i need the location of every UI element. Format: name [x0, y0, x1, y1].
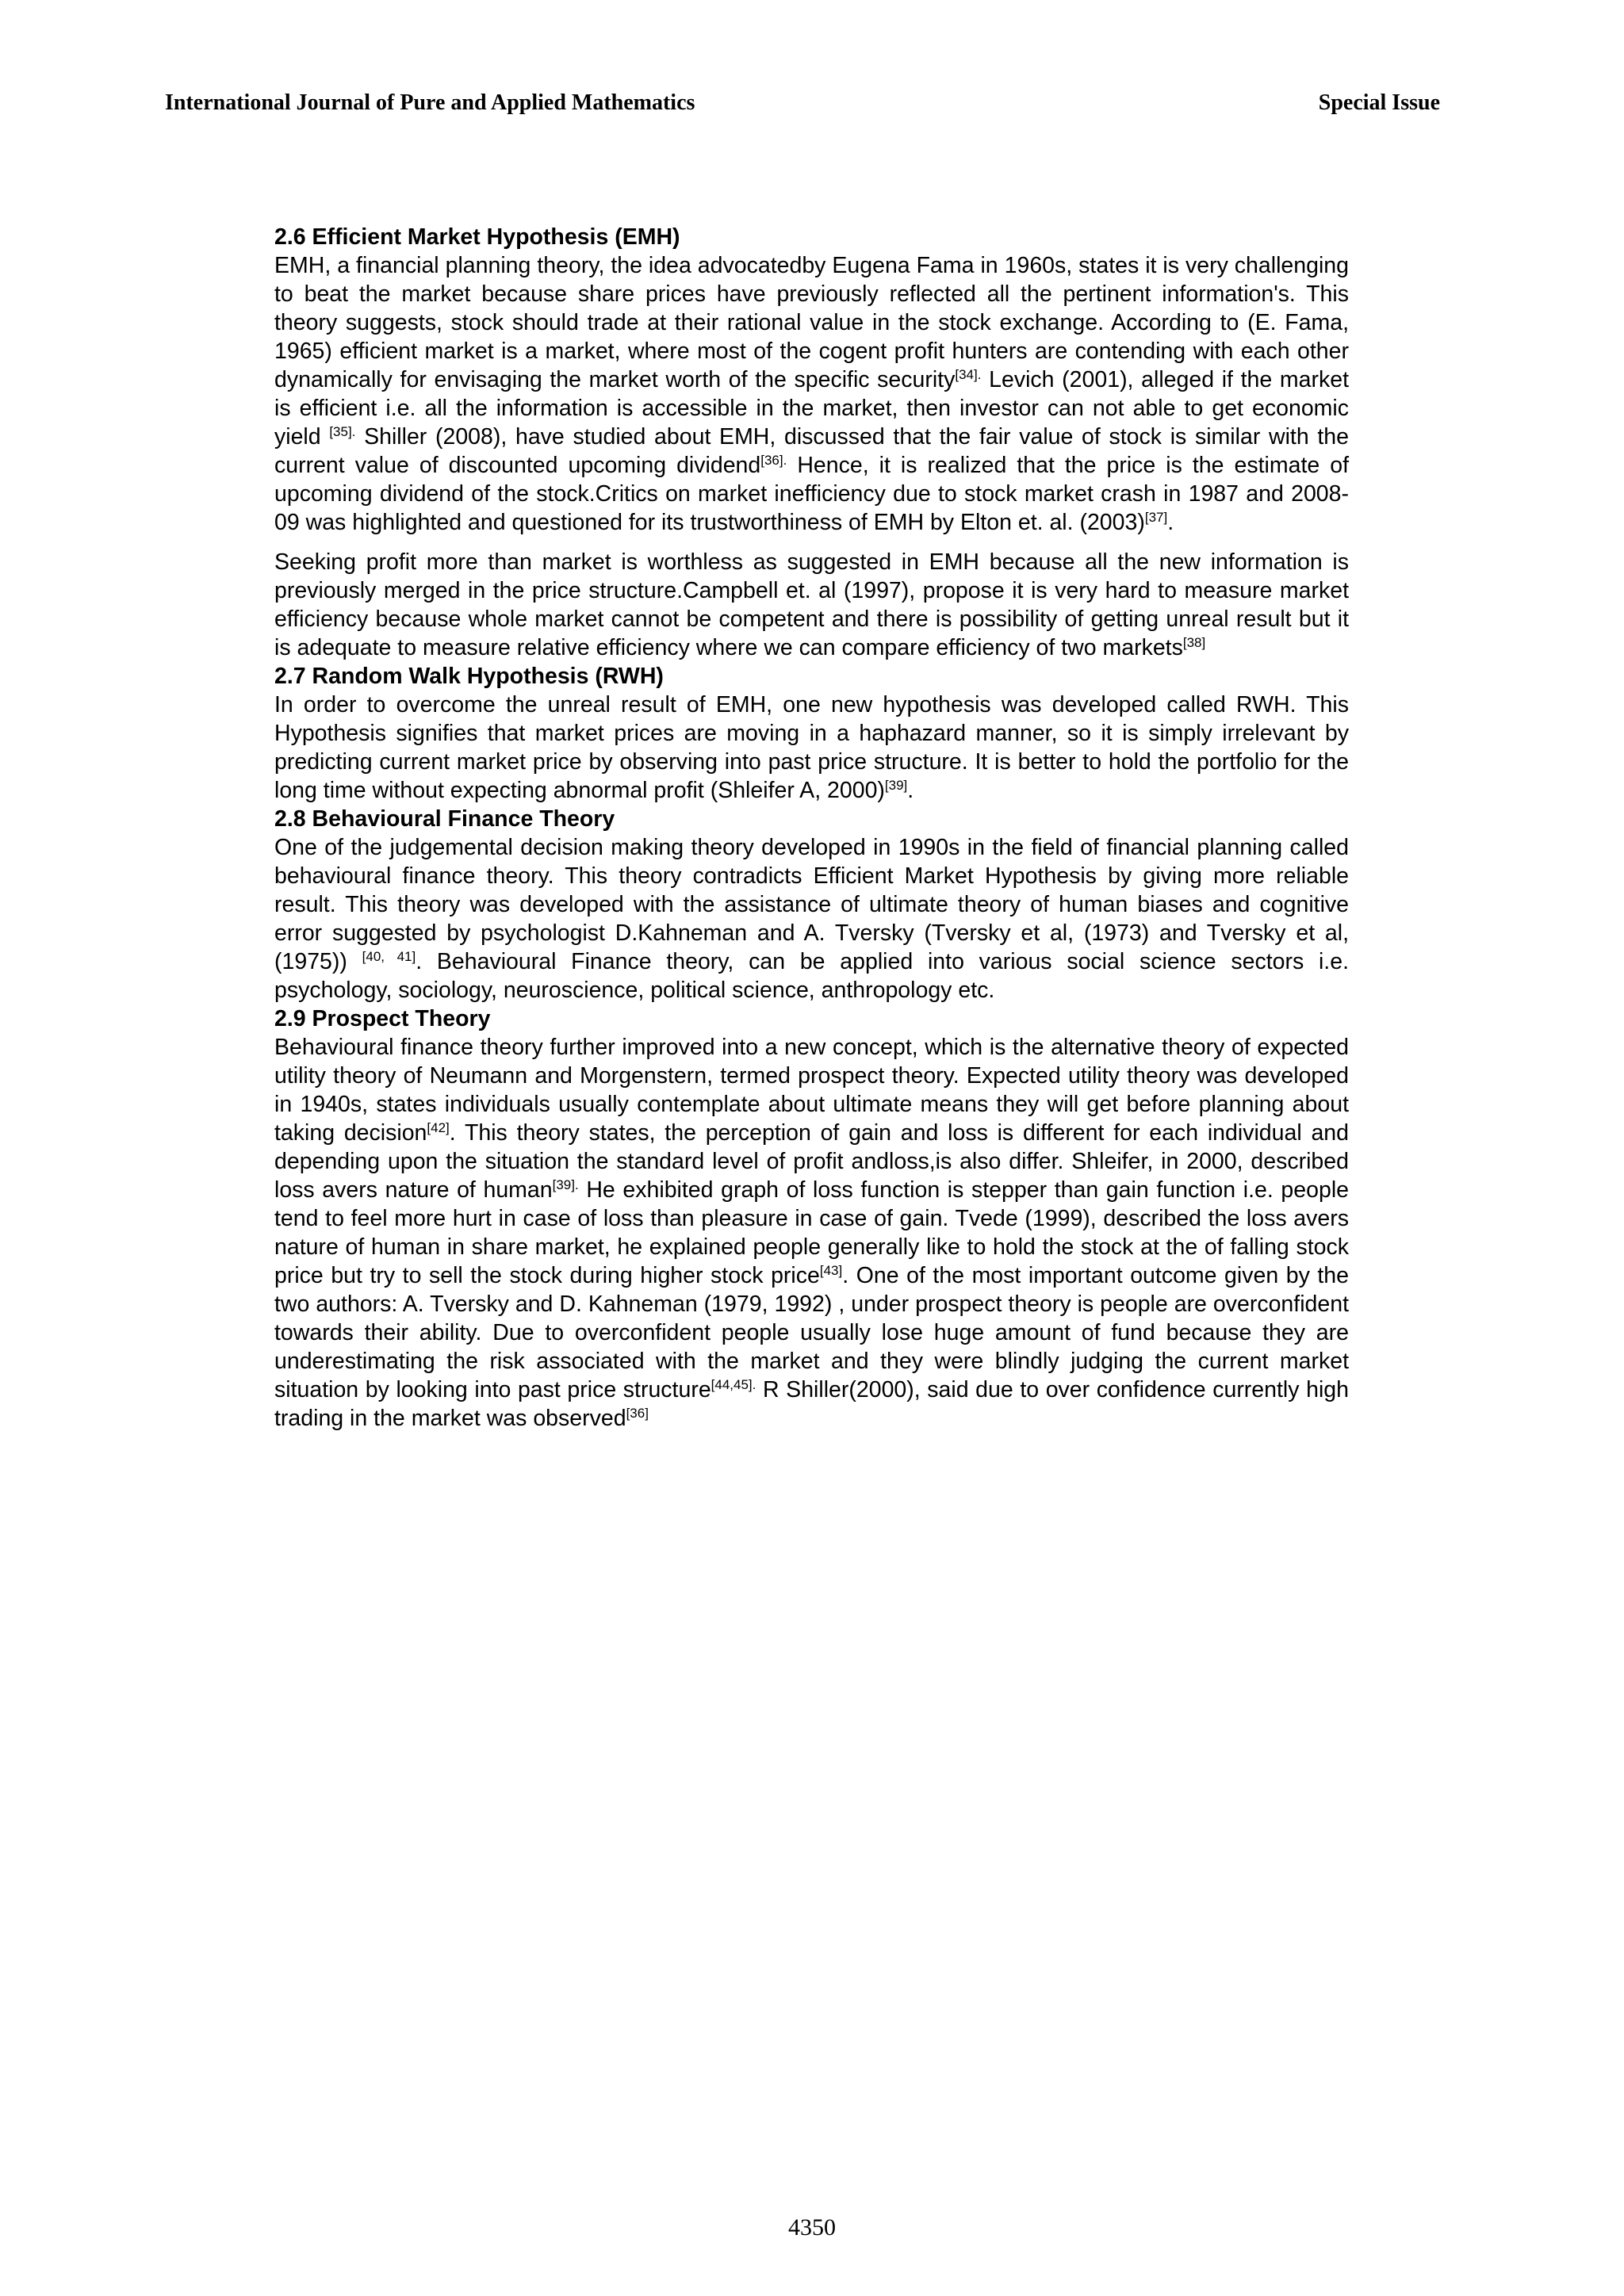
text-run: Shiller (2008), have studied about EMH, discussed that the fair value of stock is similar with the current value of discounted upcoming dividend: [274, 424, 1349, 478]
citation-ref: [36]: [626, 1406, 649, 1421]
citation-ref: [43]: [819, 1263, 843, 1278]
paragraph-emh-1: [274, 251, 1349, 537]
citation-ref: [39].: [552, 1177, 579, 1192]
text-run: EMH, a financial planning theory, the idea advocatedby Eugena Fama in 1960s, states it is very challenging to beat the market because share prices have previously reflected all the pertinent information's. This theory suggests, stock should trade at their rational value in the stock exchange. According to (E. Fama, 1965) efficient market is a market, where most of the cogent profit hunters are contending with each other dynamically for envisaging the market worth of the specific security: [274, 253, 1349, 392]
text-run: Levich (2001), alleged if the market is efficient i.e. all the information is accessible in the market, then investor can not able to get economic yield: [274, 367, 1349, 450]
section-heading-2-6: 2.6 Efficient Market Hypothesis (EMH): [274, 224, 680, 250]
section-heading-2-8: 2.8 Behavioural Finance Theory: [274, 806, 615, 832]
citation-ref: [42]: [427, 1120, 450, 1135]
citation-ref: [40, 41]: [362, 949, 416, 964]
paragraph-behavioural: [274, 833, 1349, 1004]
text-run: One of the judgemental decision making theory developed in 1990s in the field of financial planning called behavioural finance theory. This theory contradicts Efficient Market Hypothesis by giving more reliable result. This theory was developed with the assistance of ultimate theory of human biases and cognitive error suggested by psychologist D.Kahneman and A. Tversky (Tversky et al, (1973) and Tversky et al, (1975)): [274, 835, 1349, 974]
page-number: 4350: [788, 2214, 836, 2241]
text-run: . One of the most important outcome given by the two authors: A. Tversky and D. Kahneman (1979, 1992) , under prospect theory is people are overconfident towards their ability. Due to overconfident people usually lose huge amount of fund because they are underestimating the risk associated with the market and they were blindly judging the current market situation by looking into past price structure: [274, 1263, 1349, 1402]
text-run: . Behavioural Finance theory, can be applied into various social science sectors i.e. psychology, sociology, neuroscience, political science, anthropology etc.: [274, 949, 1349, 1003]
section-heading-2-7: 2.7 Random Walk Hypothesis (RWH): [274, 664, 664, 689]
citation-ref: [39]: [884, 778, 908, 793]
text-run: In order to overcome the unreal result of EMH, one new hypothesis was developed called RWH. This Hypothesis signifies that market prices are moving in a haphazard manner, so it is simply irrelevant by predicting current market price by observing into past price structure. It is better to hold the portfolio for the long time without expecting abnormal profit (Shleifer A, 2000): [274, 692, 1349, 803]
paragraph-rwh: [274, 691, 1349, 805]
citation-ref: [36].: [760, 453, 787, 468]
citation-ref: [35].: [329, 424, 356, 439]
text-run: He exhibited graph of loss function is stepper than gain function i.e. people tend to feel more hurt in case of loss than pleasure in case of gain. Tvede (1999), described the loss avers nature of human in share market, he explained people generally like to hold the stock at the of falling stock price but try to sell the stock during higher stock price: [274, 1177, 1349, 1288]
text-run: Hence, it is realized that the price is the estimate of upcoming dividend of the stock.Critics on market inefficiency due to stock market crash in 1987 and 2008-09 was highlighted and questioned for its trustworthiness of EMH by Elton et. al. (2003): [274, 453, 1349, 535]
paragraph-prospect: [274, 1033, 1349, 1433]
citation-ref: [34].: [955, 367, 982, 382]
article-body: [274, 223, 1349, 1433]
citation-ref: [38]: [1182, 635, 1206, 650]
text-run: .: [907, 778, 914, 803]
running-header: [165, 87, 1440, 119]
text-run: Behavioural finance theory further improved into a new concept, which is the alternative theory of expected utility theory of Neumann and Morgenstern, termed prospect theory. Expected utility theory was developed in 1940s, states individuals usually contemplate about ultimate means they will get before planning about taking decision: [274, 1035, 1349, 1146]
text-run: .: [1167, 510, 1174, 535]
section-heading-2-9: 2.9 Prospect Theory: [274, 1006, 491, 1031]
paragraph-emh-2: [274, 548, 1349, 662]
text-run: R Shiller(2000), said due to over confidence currently high trading in the market was observed: [274, 1377, 1349, 1431]
citation-ref: [44,45].: [710, 1377, 756, 1392]
text-run: . This theory states, the perception of gain and loss is different for each individual and depending upon the situation the standard level of profit andloss,is also differ. Shleifer, in 2000, described loss avers nature of human: [274, 1120, 1349, 1203]
journal-title: International Journal of Pure and Applied Mathematics: [165, 90, 695, 115]
text-run: Seeking profit more than market is worthless as suggested in EMH because all the new information is previously merged in the price structure.Campbell et. al (1997), propose it is very hard to measure market efficiency because whole market cannot be competent and there is possibility of getting unreal result but it is adequate to measure relative efficiency where we can compare efficiency of two markets: [274, 549, 1349, 660]
citation-ref: [37]: [1144, 510, 1168, 525]
issue-label: Special Issue: [1318, 90, 1440, 115]
